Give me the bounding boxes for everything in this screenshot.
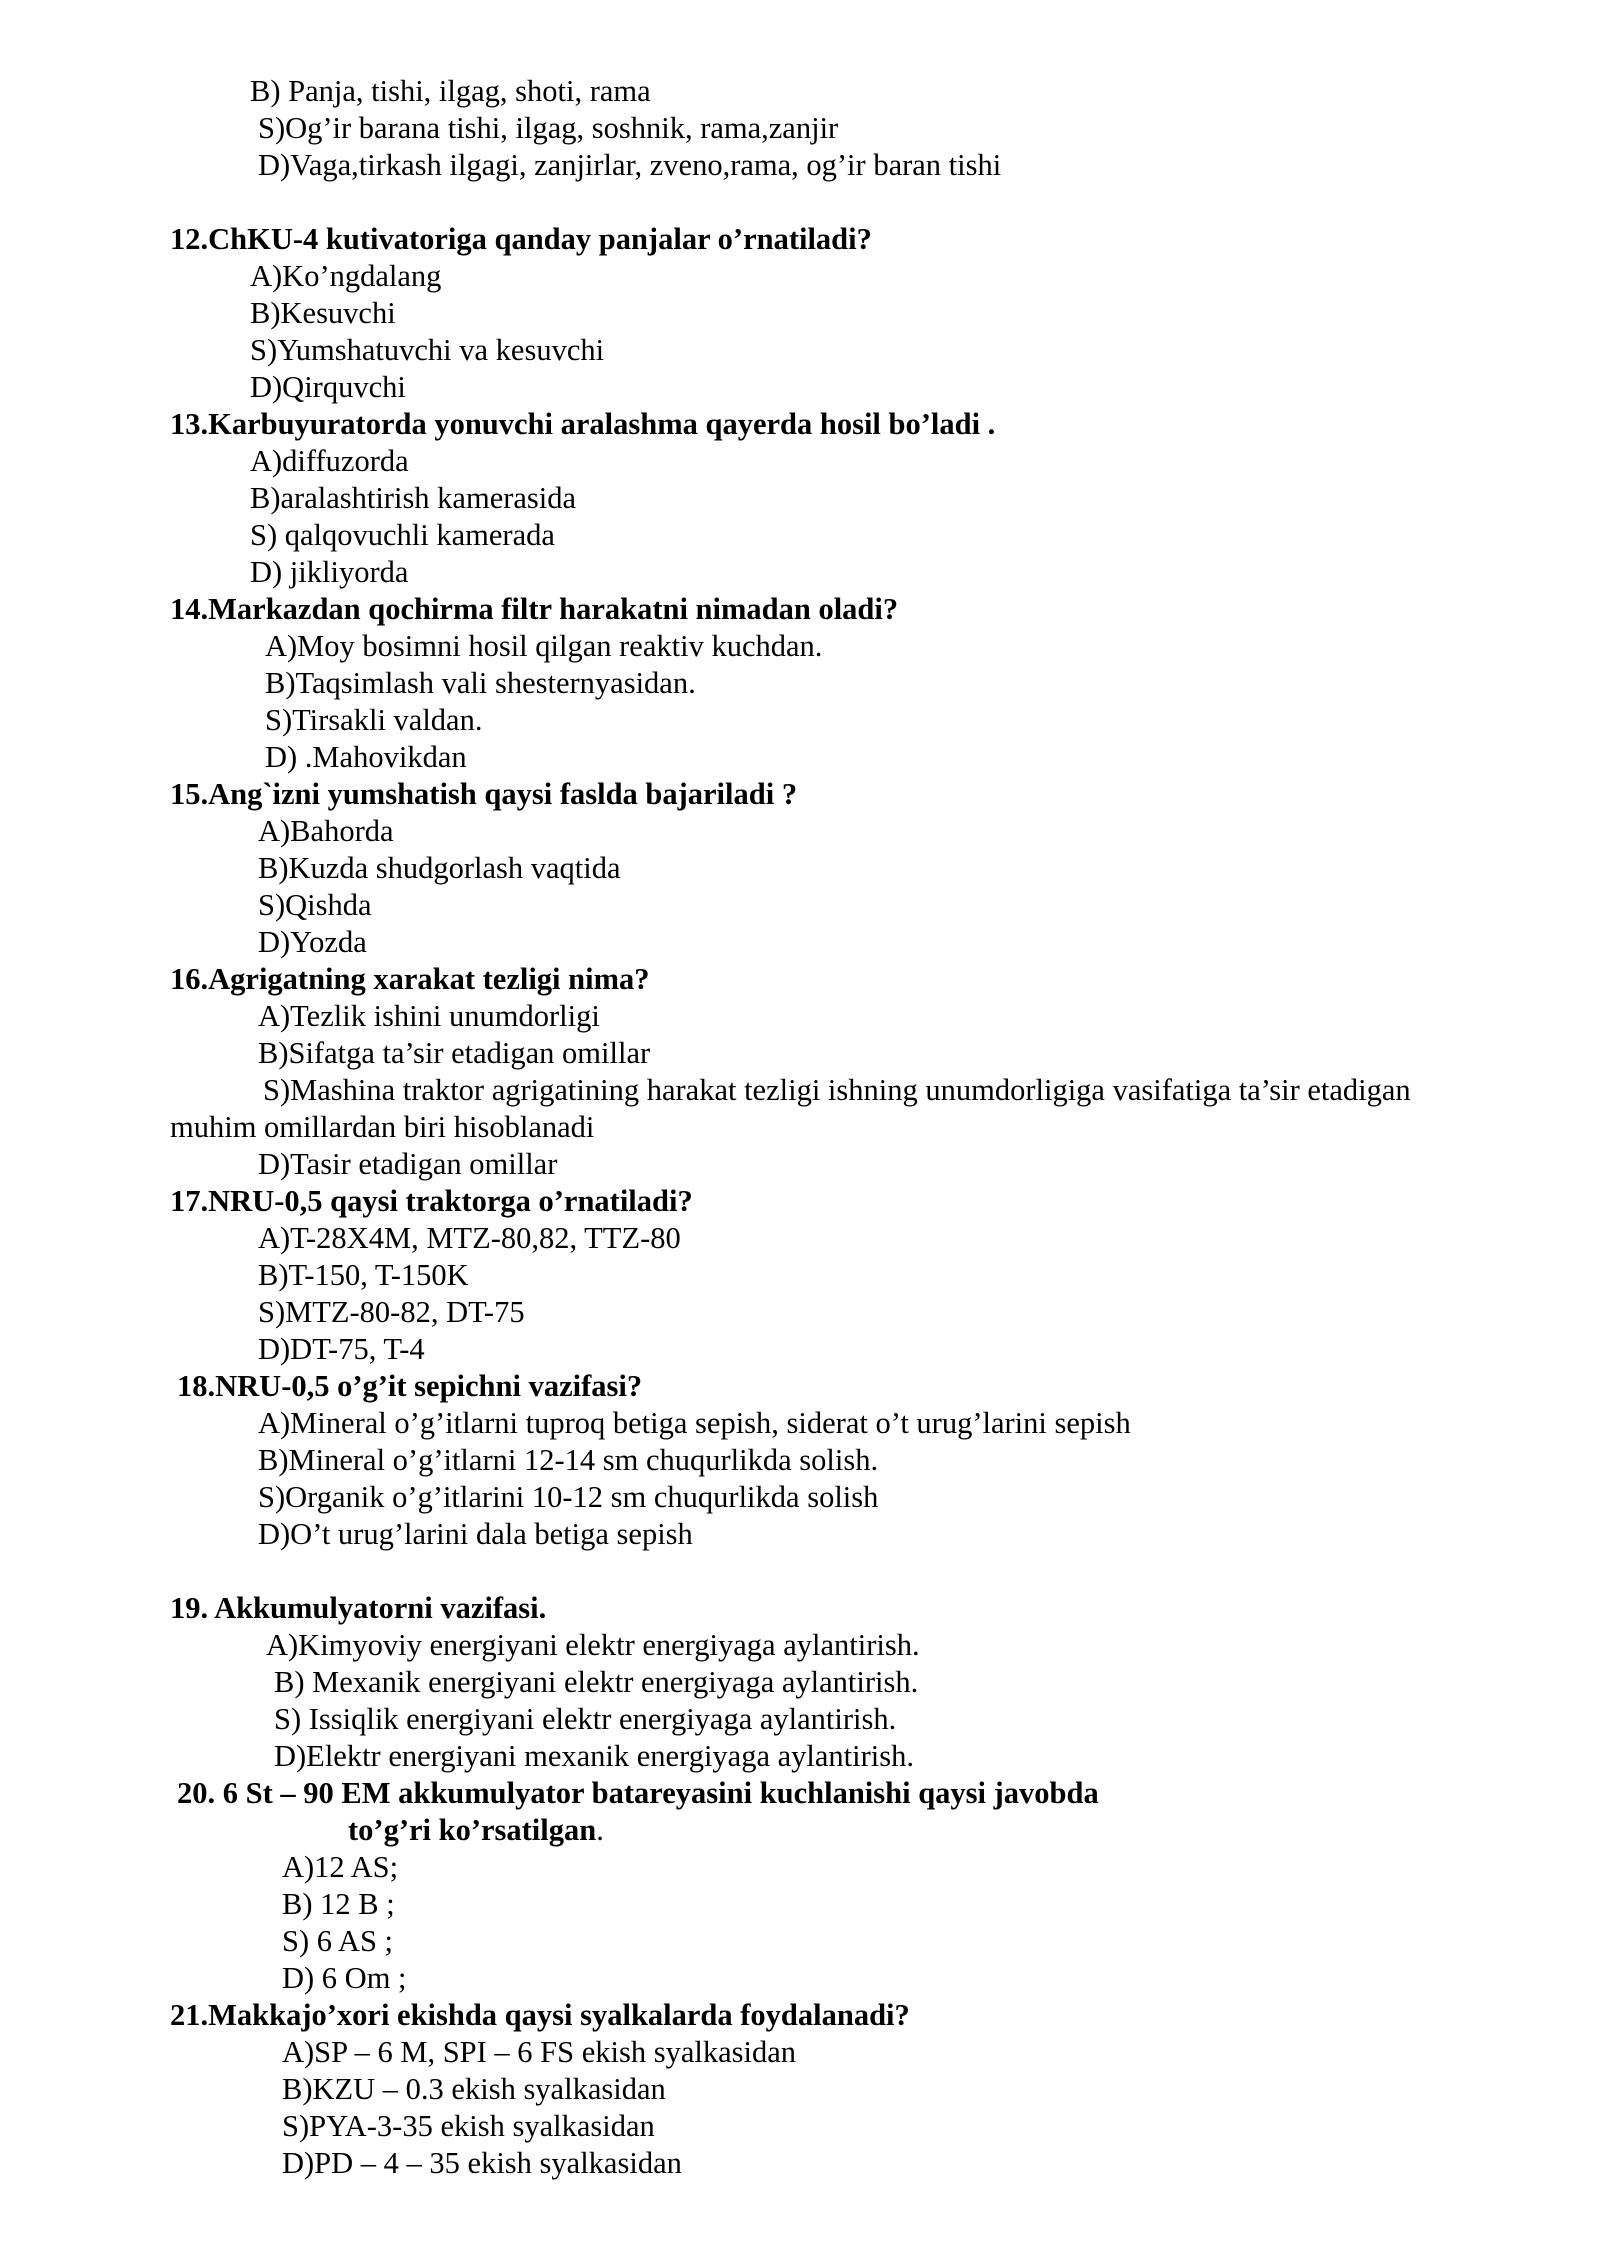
question-text: 15.Ang`izni yumshatish qaysi faslda bajariladi ? [170,777,798,811]
question-text: 13.Karbuyuratorda yonuvchi aralashma qayerda hosil bo’ladi . [170,407,996,441]
option-b: B)Mineral o’g’itlarni 12-14 sm chuqurlikda solish. [258,1443,879,1477]
option-a: A)diffuzorda [250,444,409,478]
option-s: S)Og’ir barana tishi, ilgag, soshnik, rama,zanjir [258,111,839,145]
option-d: D)Vaga,tirkash ilgagi, zanjirlar, zveno,rama, og’ir baran tishi [258,148,1002,182]
option-s: S) qalqovuchli kamerada [250,518,555,552]
question-text: 12.ChKU-4 kutivatoriga qanday panjalar o’rnatiladi? [170,222,872,256]
option-b: B) 12 B ; [282,1887,395,1921]
question-text-line-1: 20. 6 St – 90 EM akkumulyator batareyasini kuchlanishi qaysi javobda [177,1776,1099,1810]
question-text: 21.Makkajo’xori ekishda qaysi syalkalarda foydalanadi? [170,1998,910,2032]
option-a: A)Tezlik ishini unumdorligi [258,999,600,1033]
question-text: 19. Akkumulyatorni vazifasi. [170,1591,547,1625]
question-text: 17.NRU-0,5 qaysi traktorga o’rnatiladi? [170,1184,693,1218]
option-d: D)DT-75, T-4 [258,1332,425,1366]
option-a: A)Ko’ngdalang [250,259,442,293]
option-s: S)Tirsakli valdan. [265,703,483,737]
question-text-line-2-bold: to’g’ri ko’rsatilgan [348,1813,597,1847]
option-s: S) Issiqlik energiyani elektr energiyaga aylantirish. [274,1702,897,1736]
option-d: D)Tasir etadigan omillar [258,1147,558,1181]
option-b: B) Mexanik energiyani elektr energiyaga aylantirish. [274,1665,919,1699]
option-b: B)Kesuvchi [250,296,396,330]
option-b: B)T-150, T-150K [258,1258,469,1292]
option-d: D) 6 Om ; [282,1961,407,1995]
option-s-continuation: muhim omillardan biri hisoblanadi [170,1110,595,1144]
option-a: A)Mineral o’g’itlarni tuproq betiga sepish, siderat o’t urug’larini sepish [258,1406,1131,1440]
option-s: S)PYA-3-35 ekish syalkasidan [282,2109,655,2143]
option-s: S)MTZ-80-82, DT-75 [258,1295,525,1329]
question-text-line-2 [348,1812,604,1849]
option-d: D)Yozda [258,925,367,959]
option-d: D) .Mahovikdan [265,740,467,774]
option-s: S) 6 AS ; [282,1924,394,1958]
option-b: B)Taqsimlash vali shesternyasidan. [265,666,696,700]
option-a: A)T-28X4M, MTZ-80,82, TTZ-80 [258,1221,681,1255]
option-b: B)Sifatga ta’sir etadigan omillar [258,1036,651,1070]
option-s: S)Yumshatuvchi va kesuvchi [250,333,605,367]
option-s: S)Organik o’g’itlarini 10-12 sm chuqurlikda solish [258,1480,879,1514]
option-b: B)KZU – 0.3 ekish syalkasidan [282,2072,666,2106]
option-a: A)Kimyoviy energiyani elektr energiyaga aylantirish. [266,1628,920,1662]
option-d: D)Elektr energiyani mexanik energiyaga aylantirish. [274,1739,914,1773]
option-d: D)Qirquvchi [250,370,406,404]
option-a: A)SP – 6 M, SPI – 6 FS ekish syalkasidan [282,2035,797,2069]
option-a: A)Moy bosimni hosil qilgan reaktiv kuchdan. [265,629,823,663]
option-d: D) jikliyorda [250,555,409,589]
option-b: B) Panja, tishi, ilgag, shoti, rama [250,74,651,108]
option-b: B)Kuzda shudgorlash vaqtida [258,851,621,885]
option-b: B)aralashtirish kamerasida [250,481,577,515]
question-text: 14.Markazdan qochirma filtr harakatni nimadan oladi? [170,592,899,626]
option-a: A)Bahorda [258,814,394,848]
question-text-line-2-period: . [596,1813,604,1847]
option-s: S)Mashina traktor agrigatining harakat tezligi ishning unumdorligiga vasifatiga ta’sir etadigan [263,1073,1411,1107]
option-s: S)Qishda [258,888,372,922]
option-d: D)PD – 4 – 35 ekish syalkasidan [282,2146,682,2180]
question-text: 16.Agrigatning xarakat tezligi nima? [170,962,650,996]
option-d: D)O’t urug’larini dala betiga sepish [258,1517,693,1551]
option-a: A)12 AS; [282,1850,399,1884]
question-text: 18.NRU-0,5 o’g’it sepichni vazifasi? [177,1369,643,1403]
